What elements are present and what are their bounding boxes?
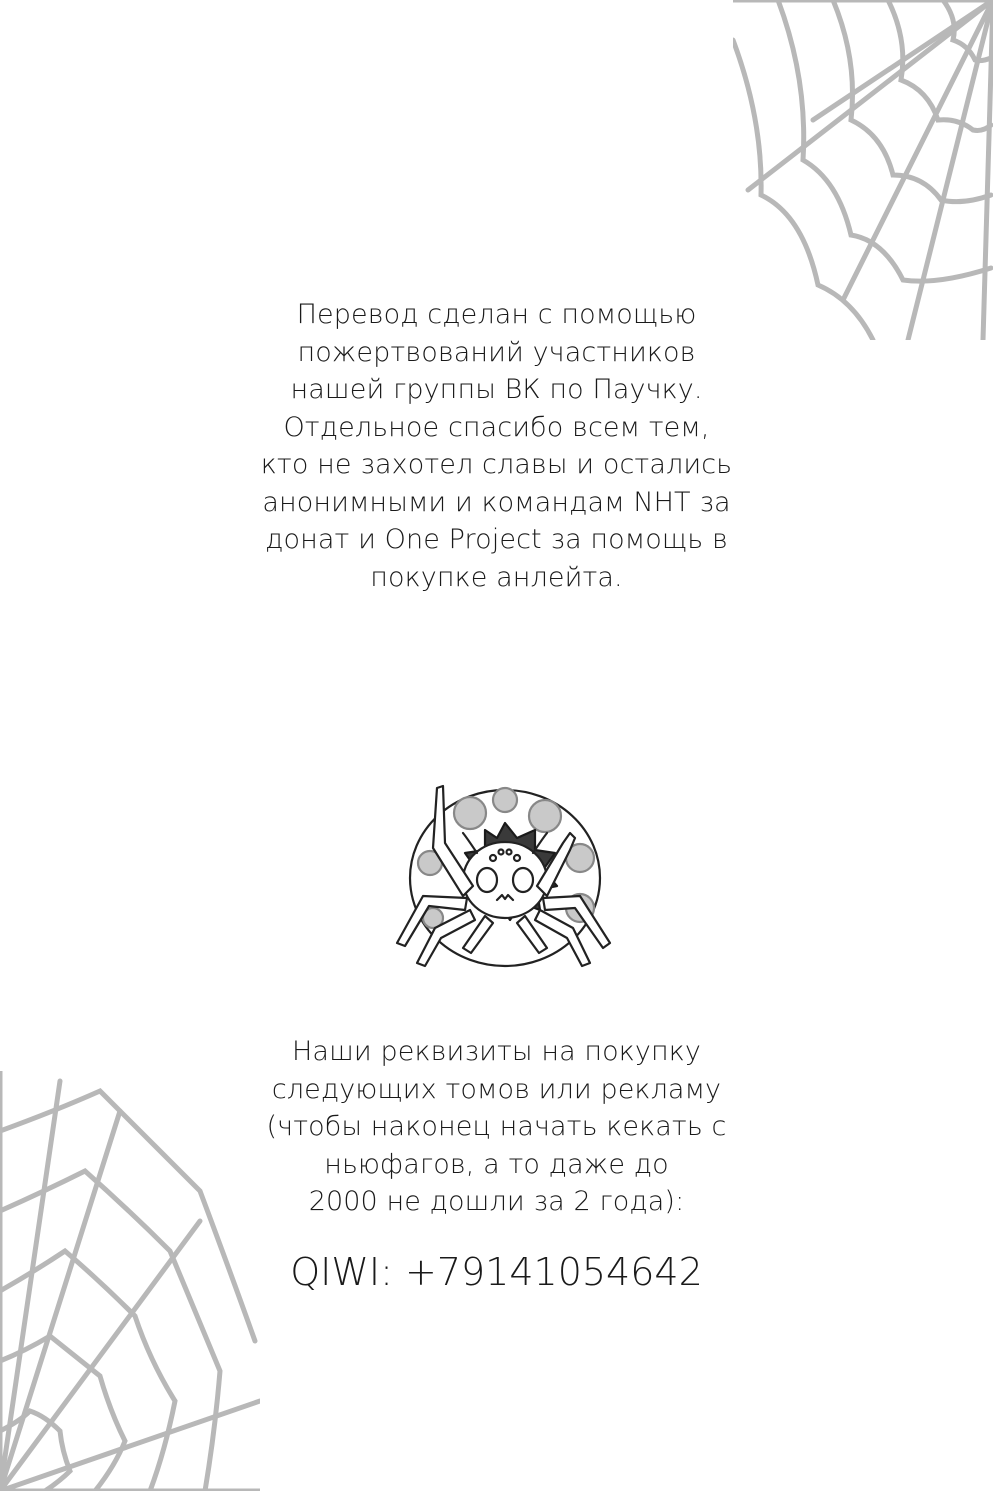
thanks-line: Отдельное спасибо всем тем, (283, 411, 710, 443)
qiwi-number: QIWI: +79141054642 (290, 1250, 703, 1294)
requisites-line: (чтобы наконец начать кекать с (266, 1111, 727, 1142)
thanks-line: пожертвований участников (297, 336, 696, 368)
thanks-line: анонимными и командам NHT за (262, 486, 731, 518)
requisites-line: следующих томов или рекламу (271, 1073, 722, 1105)
requisites-line: Наши реквизиты на покупку (292, 1036, 701, 1067)
requisites-line: 2000 не дошли за 2 года): (308, 1186, 685, 1217)
requisites-text (0, 1033, 993, 1221)
thanks-line: донат и One Project за помощь в (265, 524, 728, 555)
spider-mascot-icon (375, 778, 620, 973)
spiderweb-top-right-icon (733, 0, 993, 340)
requisites-line: ньюфагов, а то даже до (324, 1148, 669, 1180)
thanks-line: кто не захотел славы и остались (260, 449, 733, 480)
thanks-line: Перевод сделан с помощью (296, 299, 697, 330)
thanks-text (0, 296, 993, 596)
thanks-line: нашей группы ВК по Паучку. (290, 374, 703, 405)
thanks-line: покупке анлейта. (370, 561, 623, 593)
